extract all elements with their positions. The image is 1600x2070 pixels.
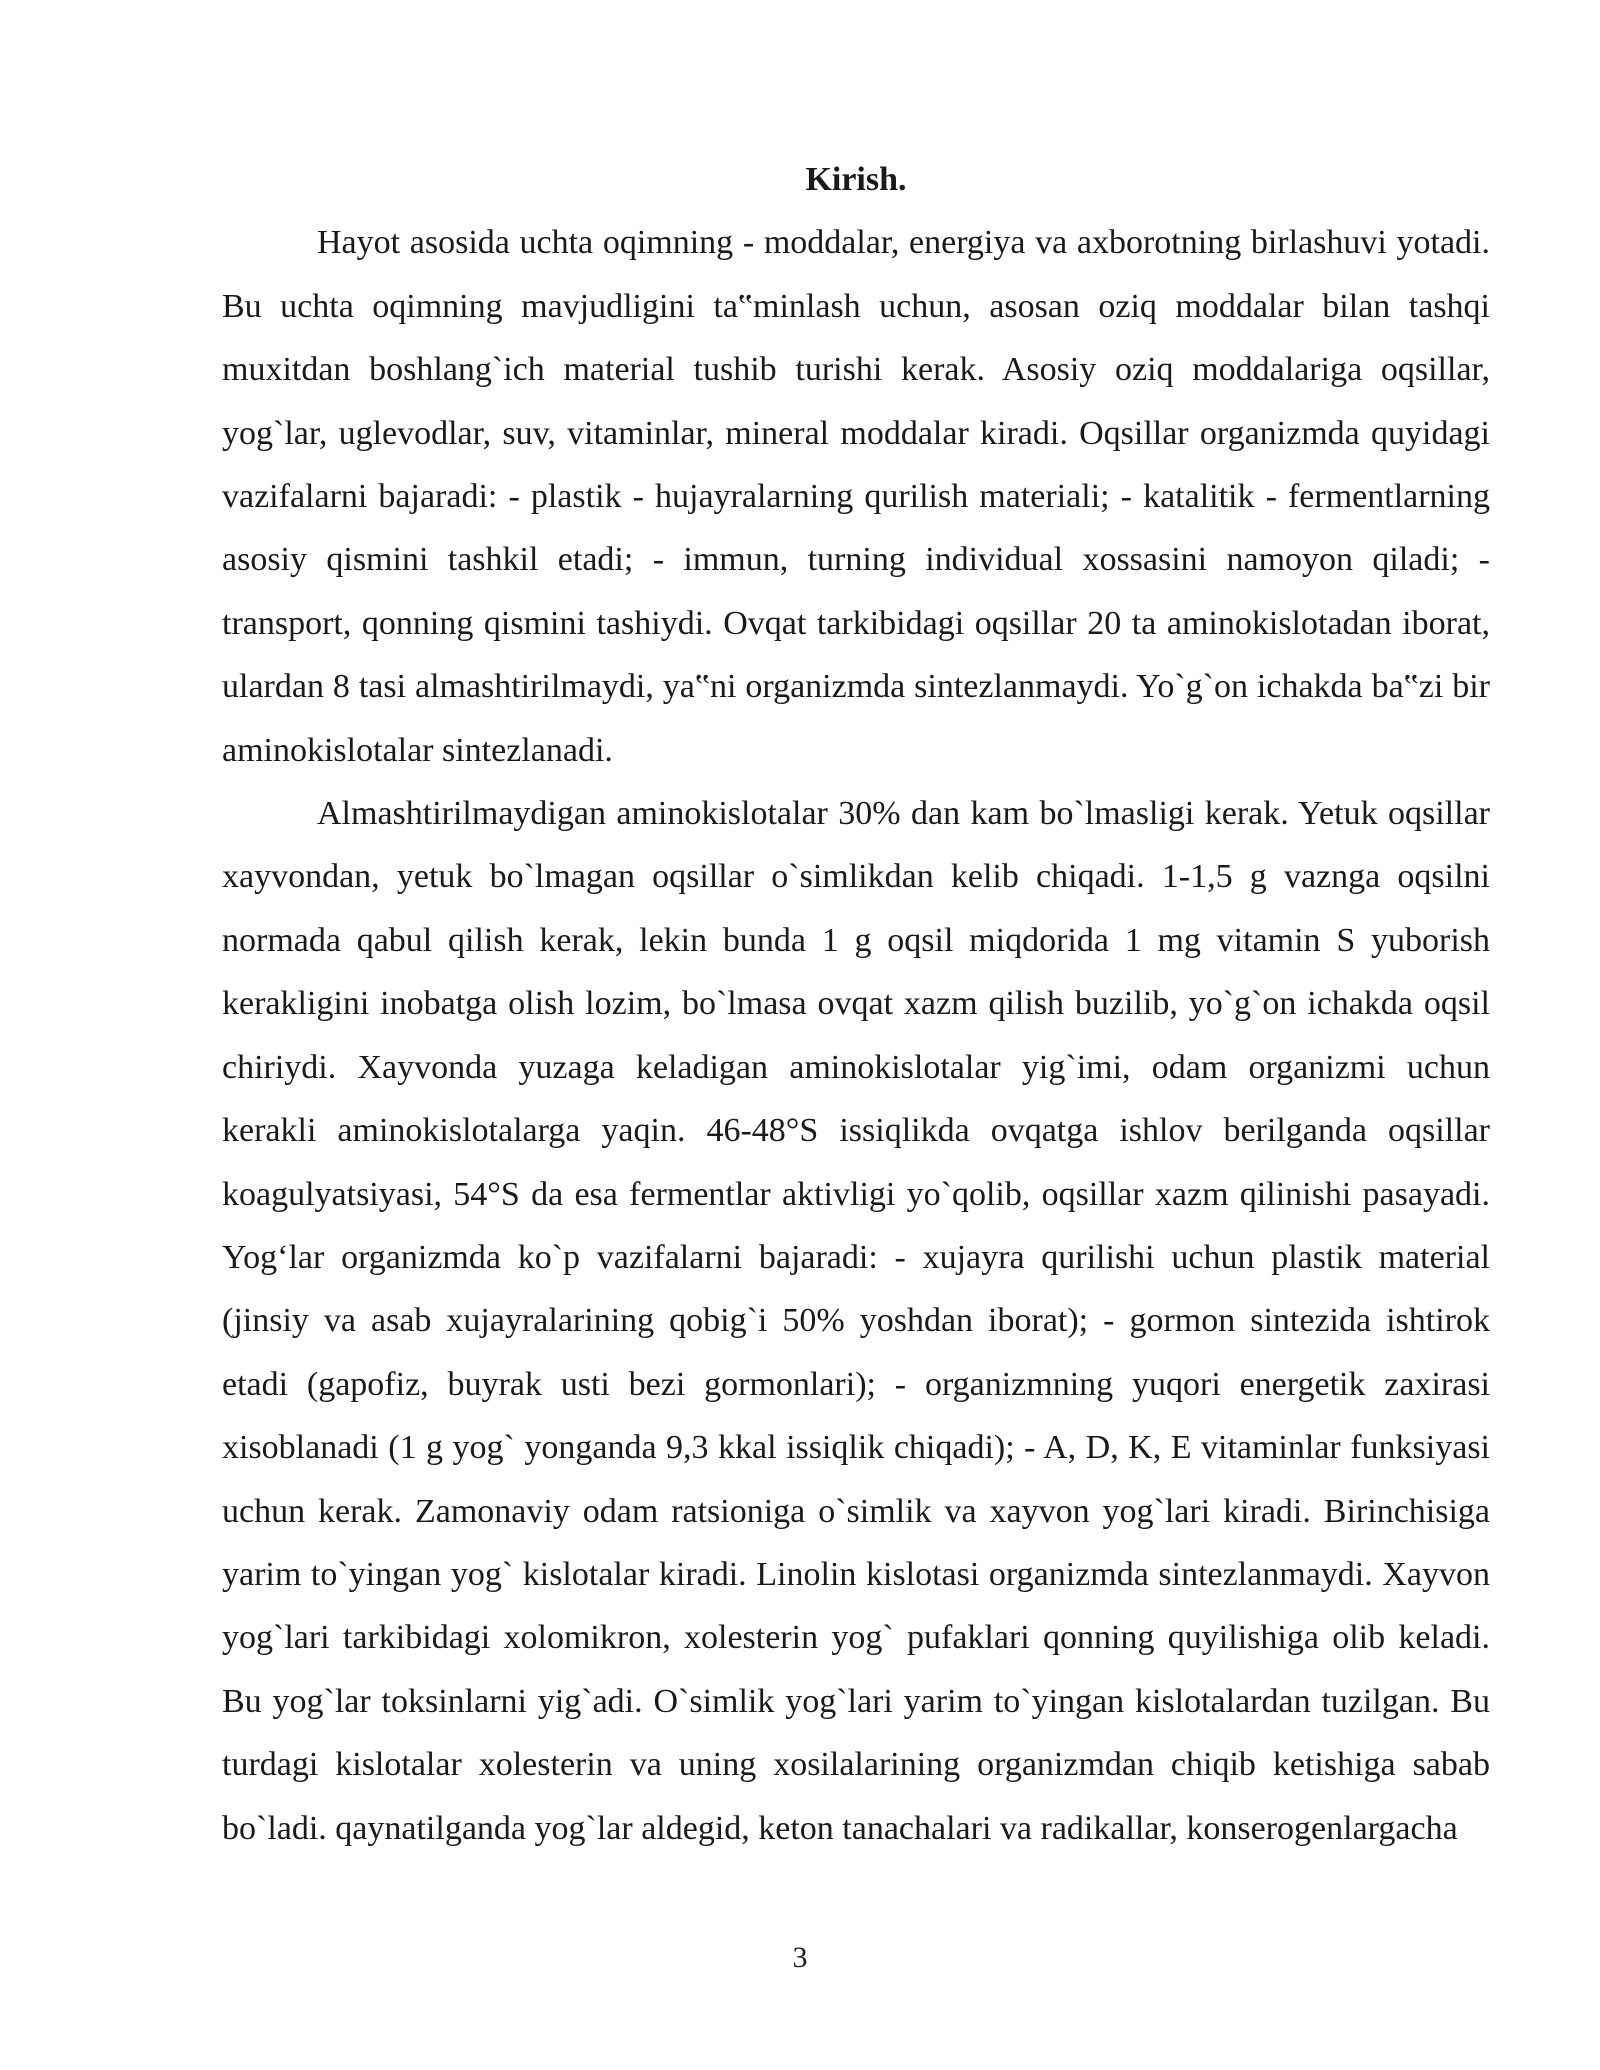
page-content xyxy=(222,148,1490,1860)
section-title: Kirish. xyxy=(805,161,907,198)
page-number: 3 xyxy=(792,1941,808,1974)
paragraph-2: Almashtirilmaydigan aminokislotalar 30% dan kam bo`lmasligi kerak. Yetuk oqsillar xayvondan, yetuk bo`lmagan oqsillar o`simlikdan kelib chiqadi. 1-1,5 g vaznga oqsilni normada qabul qilish kerak, lekin bunda 1 g oqsil miqdorida 1 mg vitamin S yuborish kerakligini inobatga olish lozim, bo`lmasa ovqat xazm qilish buzilib, yo`g`on ichakda oqsil chiriydi. Xayvonda yuzaga keladigan aminokislotalar yig`imi, odam organizmi uchun kerakli aminokislotalarga yaqin. 46-48°S issiqlikda ovqatga ishlov berilganda oqsillar koagulyatsiyasi, 54°S da esa fermentlar aktivligi yo`qolib, oqsillar xazm qilinishi pasayadi. Yog‘lar organizmda ko`p vazifalarni bajaradi: - xujayra qurilishi uchun plastik material (jinsiy va asab xujayralarining qobig`i 50% yoshdan iborat); - gormon sintezida ishtirok etadi (gapofiz, buyrak usti bezi gormonlari); - organizmning yuqori energetik zaxirasi xisoblanadi (1 g yog` yonganda 9,3 kkal issiqlik chiqadi); - A, D, K, E vitaminlar funksiyasi uchun kerak. Zamonaviy odam ratsioniga o`simlik va xayvon yog`lari kiradi. Birinchisiga yarim to`yingan yog` kislotalar kiradi. Linolin kislotasi organizmda sintezlanmaydi. Xayvon yog`lari tarkibidagi xolomikron, xolesterin yog` pufaklari qonning quyilishiga olib keladi. Bu yog`lar toksinlarni yig`adi. O`simlik yog`lari yarim to`yingan kislotalardan tuzilgan. Bu turdagi kislotalar xolesterin va uning xosilalarining organizmdan chiqib ketishiga sabab bo`ladi. qaynatilganda yog`lar aldegid, keton tanachalari va radikallar, konserogenlargacha xyxy=(222,795,1490,1847)
paragraph-1: Hayot asosida uchta oqimning - moddalar, energiya va axborotning birlashuvi yotadi. Bu uchta oqimning mavjudligini ta‟minlash uchun, asosan oziq moddalar bilan tashqi muxitdan boshlang`ich material tushib turishi kerak. Asosiy oziq moddalariga oqsillar, yog`lar, uglevodlar, suv, vitaminlar, mineral moddalar kiradi. Oqsillar organizmda quyidagi vazifalarni bajaradi: - plastik - hujayralarning qurilish materiali; - katalitik - fermentlarning asosiy qismini tashkil etadi; - immun, turning individual xossasini namoyon qiladi; - transport, qonning qismini tashiydi. Ovqat tarkibidagi oqsillar 20 ta aminokislotadan iborat, ulardan 8 tasi almashtirilmaydi, ya‟ni organizmda sintezlanmaydi. Yo`g`on ichakda ba‟zi bir aminokislotalar sintezlanadi. xyxy=(222,224,1490,769)
